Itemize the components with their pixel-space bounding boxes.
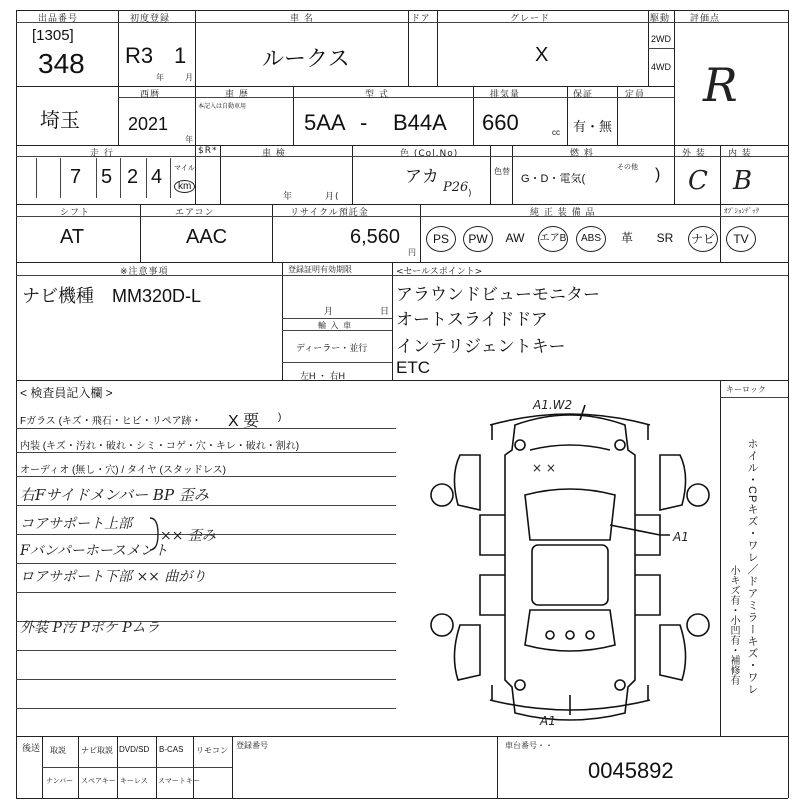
glass-close: ): [278, 412, 282, 423]
bracket-mark: [148, 516, 162, 552]
interior-line: 内装 (キズ・汚れ・破れ・シミ・コゲ・穴・キレ・破れ・割れ): [20, 441, 300, 452]
grid-line: [720, 145, 721, 204]
drive-label: 駆動: [650, 14, 671, 24]
ac-label: エアコン: [175, 208, 215, 218]
model-dash: -: [360, 110, 368, 135]
drive-2wd: 2WD: [651, 34, 671, 44]
ext-label: 外 装: [682, 149, 706, 159]
grid-line: [473, 86, 474, 145]
first-reg-era: R3: [125, 43, 154, 68]
displacement-label: 排気量: [490, 90, 521, 100]
grid-line: [16, 798, 788, 799]
grid-line: [16, 204, 788, 205]
shift-label: シフト: [60, 208, 91, 218]
grid-line: [16, 216, 788, 217]
grid-line: [282, 362, 392, 363]
displacement-unit: cc: [552, 128, 560, 137]
first-reg-label: 初度登録: [130, 14, 171, 24]
grid-line: [420, 204, 421, 262]
grid-line: [497, 736, 498, 798]
grid-line: [674, 10, 675, 145]
handwritten-note: Fバンパーホースメント: [20, 543, 169, 559]
car-name-label: 車 名: [290, 14, 314, 24]
audio-line: オーディオ (無し・穴) / タイヤ (スタッドレス): [20, 465, 226, 476]
equipment-item: TV: [726, 226, 756, 252]
footer-item: ナンバー: [46, 778, 74, 785]
key-lock-label: キーロック: [726, 385, 766, 394]
shaken-label: 車 検: [262, 149, 286, 159]
mileage-label: 走 行: [90, 149, 114, 159]
grid-line: [16, 380, 788, 381]
side-note-2: 小キズ有・小凹有・補修有: [728, 565, 739, 685]
sale-point: オートスライドドア: [396, 310, 548, 329]
ruled-line: [16, 476, 396, 477]
footer-item: スマートキー: [158, 778, 200, 785]
mileage-unit-mile: マイル: [174, 165, 195, 172]
footer-item: DVD/SD: [119, 745, 150, 754]
month-mark: 月: [185, 73, 194, 82]
glass-mark: X 要: [228, 413, 260, 430]
interior-grade: B: [733, 166, 753, 196]
digit-divider: [146, 158, 147, 198]
footer-item: リモコン: [196, 746, 228, 755]
glass-line: Fガラス (キズ・飛石・ヒビ・リペア跡・: [20, 416, 202, 427]
ruled-line: [16, 708, 396, 709]
warranty-label: 保証: [573, 90, 594, 100]
side-note-1: ホイル・CPキズ・ワレ／ドアミラーキズ・ワレ: [746, 438, 758, 696]
option-label: ｵﾌﾟｼｮﾝﾃﾞｯｸ: [724, 207, 759, 215]
equipment-item: PS: [426, 226, 456, 252]
grid-line: [140, 204, 141, 262]
grid-line: [195, 86, 196, 145]
equipment-item: エアB: [538, 226, 568, 252]
grid-line: [788, 10, 789, 798]
fuel-close: ): [655, 166, 661, 183]
footer-item: ナビ取説: [81, 746, 113, 755]
grid-line: [490, 145, 491, 204]
color-name: アカ: [405, 167, 439, 186]
sale-point: ETC: [396, 358, 430, 377]
grid-line: [195, 145, 196, 204]
drive-4wd: 4WD: [651, 62, 671, 72]
year-mark: 年: [156, 73, 165, 82]
mileage-unit-km: km: [174, 180, 195, 193]
sale-point: アラウンドビューモニター: [396, 285, 600, 304]
color-code: P26: [443, 180, 469, 195]
reg-expiry-day: 日: [380, 307, 391, 317]
grid-line: [720, 380, 721, 736]
fuel-other-label: その他: [617, 164, 638, 171]
mileage-digit: 2: [127, 166, 139, 188]
mileage-digit: 4: [151, 166, 163, 188]
diagram-mark-right: A1: [673, 530, 689, 544]
grid-line: [118, 10, 119, 145]
model-prefix: 5AA: [304, 110, 346, 135]
color-label: 色 (Col.No): [400, 149, 459, 159]
car-name: ルークス: [262, 46, 350, 71]
shaken-year: 年: [283, 192, 294, 202]
footer-item: キーレス: [120, 778, 148, 785]
first-reg-month: 1: [174, 43, 187, 68]
notes-value: ナビ機種 MM320D-L: [22, 286, 202, 306]
chassis-number: 0045892: [588, 758, 674, 783]
footer-item: スペアキー: [81, 778, 116, 785]
grade-value: X: [535, 44, 549, 66]
grid-line: [42, 767, 232, 768]
sale-points-label: <セールスポイント>: [396, 267, 483, 277]
shaken-end: ): [468, 189, 473, 199]
ruled-line: [16, 563, 396, 564]
equipment-item: SR: [656, 231, 674, 245]
lot-number: 348: [38, 48, 85, 79]
recycle-label: リサイクル預託金: [290, 208, 369, 218]
year-value: 2021: [128, 114, 169, 134]
grid-line: [674, 145, 675, 204]
equipment-item: ナビ: [688, 226, 718, 252]
grid-line: [352, 145, 353, 204]
car-diagram: [420, 395, 720, 735]
reg-limit-label: 登録証明有効期限: [288, 265, 352, 274]
dealer-parallel: ディーラー・並行: [296, 343, 368, 353]
ruled-line: [16, 505, 396, 506]
digit-divider: [170, 158, 171, 198]
handwritten-note: ロアサポート下部 ×× 曲がり: [20, 569, 207, 585]
sale-point: インテリジェントキー: [396, 337, 566, 356]
grid-line: [16, 736, 788, 737]
inspector-title: < 検査員記入欄 >: [20, 386, 113, 400]
mileage-digit: 7: [70, 166, 82, 188]
equipment-item: AW: [505, 231, 525, 245]
displacement-value: 660: [482, 110, 519, 135]
year-note: 本記入は自動車用: [198, 104, 247, 110]
color-change-label: 色替: [494, 167, 510, 176]
handwritten-note: 外装 P汚 Pボケ Pムラ: [20, 620, 160, 636]
score-value: R: [703, 58, 738, 112]
ruled-line: [16, 592, 396, 593]
digit-divider: [60, 158, 61, 198]
model-label: 型 式: [365, 90, 389, 100]
bracket-note: ×× 歪み: [160, 528, 216, 544]
prefecture: 埼玉: [40, 110, 80, 132]
reg-no-label: 登録番号: [236, 741, 268, 750]
score-label: 評価点: [690, 14, 721, 24]
ruled-line: [16, 650, 396, 651]
lot-code: [1305]: [32, 27, 74, 44]
history-label: 車 歴: [225, 90, 249, 100]
grid-line: [232, 736, 233, 798]
fuel-options: G・D・電気(: [521, 173, 586, 185]
exterior-grade: C: [688, 166, 708, 196]
shift-value: AT: [60, 226, 85, 248]
grid-line: [720, 204, 721, 262]
grid-line: [720, 397, 788, 398]
footer-item: 取説: [50, 746, 66, 755]
notes-label: ※注意事項: [120, 267, 169, 277]
diagram-mark-top: A1.W2: [533, 398, 573, 412]
grade-label: グレード: [510, 14, 551, 24]
digit-divider: [96, 158, 97, 198]
diagram-mark-xx: × ×: [532, 461, 556, 475]
reg-expiry-month: 月: [324, 307, 335, 317]
handwritten-note: コアサポート上部: [20, 516, 132, 532]
digit-divider: [36, 158, 37, 198]
handwritten-note: 右Fサイドメンバー BP 歪み: [20, 486, 209, 504]
recycle-unit: 円: [408, 248, 417, 257]
footer-item: B-CAS: [159, 745, 184, 754]
digit-divider: [120, 158, 121, 198]
equipment-item: ABS: [576, 226, 606, 252]
grid-line: [567, 86, 568, 145]
equipment-item: 革: [620, 231, 633, 245]
ruled-line: [16, 428, 396, 429]
grid-line: [282, 318, 392, 319]
mileage-digit: 5: [101, 166, 113, 188]
year-suffix: 年: [185, 135, 194, 144]
fuel-label: 燃 料: [570, 149, 594, 159]
grid-line: [512, 145, 513, 204]
diagram-mark-bottom: A1: [540, 714, 556, 728]
model-code: B44A: [393, 110, 447, 135]
ruled-line: [16, 452, 396, 453]
western-year-label: 西暦: [140, 90, 161, 100]
shaken-month: 月(: [325, 192, 340, 202]
grid-line: [617, 86, 618, 145]
seats-label: 定員: [625, 90, 646, 100]
grid-line: [392, 262, 393, 380]
lot-label: 出品番号: [38, 14, 79, 24]
handle-side: 左H ・ 右H: [300, 371, 346, 381]
ruled-line: [16, 679, 396, 680]
grid-line: [220, 145, 221, 204]
equipment-item: PW: [463, 226, 493, 252]
import-label: 輸 入 車: [318, 321, 353, 330]
int-label: 内 装: [728, 149, 752, 159]
aircon-value: AAC: [186, 226, 228, 248]
grid-line: [293, 86, 294, 145]
grid-line: [272, 204, 273, 262]
grid-line: [16, 262, 788, 263]
equipment-label: 純 正 装 備 品: [530, 208, 596, 218]
sd-label: $R*: [198, 146, 218, 156]
warranty-value: 有・無: [573, 119, 613, 134]
grid-line: [648, 48, 674, 49]
recycle-value: 6,560: [350, 226, 401, 248]
after-label: 後送: [22, 743, 41, 753]
chassis-label: 車台番号・・: [505, 741, 553, 750]
doors-label: ドア: [411, 14, 431, 24]
